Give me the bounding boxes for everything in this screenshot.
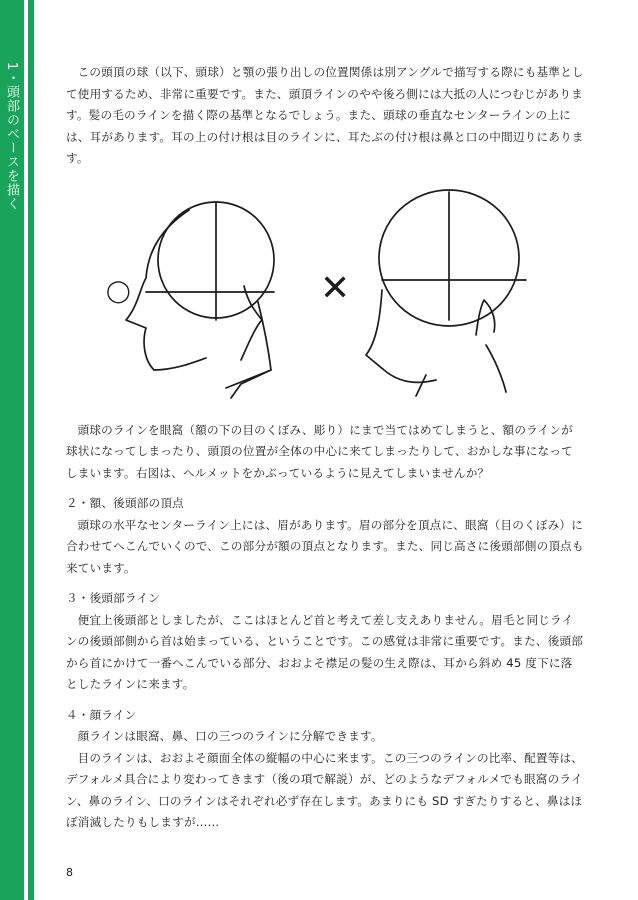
section-paragraph: 便宜上後頭部としましたが、ここはほとんど首と考えて差し支えありません。眉毛と同じラインの後頭部側から首は始まっている、ということです。この感覚は非常に重要です。また、後頭部から首にかけて一番へこんでいる部分、おおよそ襟足の髪の生え際は、耳から斜め 45 度下に落としたラインに来ます。 xyxy=(66,612,584,691)
figure-caption-paragraph: 頭球のラインを眼窩（額の下の目のくぼみ、彫り）にまで当てはめてしまうと、額のラインが球状になってしまったり、頭頂の位置が全体の中心に来てしまったりして、おかしな事になってしまいます。右図は、ヘルメットをかぶっているように見えてしまいませんか？ xyxy=(66,422,573,480)
correct-mark-icon: ◯ xyxy=(106,278,131,304)
section-paragraph: 顔ラインは眼窩、鼻、口の三つのラインに分解できます。 xyxy=(77,729,383,743)
section-back-head xyxy=(66,588,584,696)
section-paragraph: 頭球の水平なセンターライン上には、眉があります。眉の部分を頂点に、眼窩（目のくぼみ）に合わせてへこんでいくので、この部分が額の頂点となります。また、同じ高さに後頭部側の頂点も来ています。 xyxy=(66,517,584,575)
incorrect-head-drawing xyxy=(366,190,526,396)
chapter-title: 1・頭部のベースを描く xyxy=(4,62,19,212)
head-comparison-figure xyxy=(66,170,584,420)
page-number: 8 xyxy=(66,866,73,879)
page-content xyxy=(66,62,584,834)
intro-paragraph: この頭頂の球（以下、頭球）と顎の張り出しの位置関係は別アングルで描写する際にも基準として使用するため、非常に重要です。また、頭頂ラインのやや後ろ側には大抵の人につむじがあります。髪の毛のラインを描く際の基準となるでしょう。また、頭球の垂直なセンターラインの上には、耳があります。耳の上の付け根は目のラインに、耳たぶの付け根は鼻と口の中間辺りにあります。 xyxy=(66,65,584,165)
section-heading: ２・額、後頭部の頂点 xyxy=(66,496,184,510)
section-heading: ３・後頭部ライン xyxy=(66,591,161,605)
section-heading: ４・顔ライン xyxy=(66,707,137,722)
chapter-side-bar xyxy=(0,0,24,900)
section-paragraph: 目のラインは、おおよそ顔面全体の縦幅の中心に来ます。この三つのラインの比率、配置等は、デフォルメ具合により変わってきます（後の項で解説）が、どのようなデフォルメでも眼窩のライン、鼻のライン、口のラインはそれぞれ必ず存在します。あまりにも SD すぎたりすると、鼻はほぼ消滅したりもしますが…… xyxy=(66,750,584,829)
section-face-line xyxy=(66,705,584,834)
section-forehead xyxy=(66,493,584,579)
incorrect-mark-icon: ✕ xyxy=(320,267,351,309)
correct-head-drawing xyxy=(126,202,274,398)
